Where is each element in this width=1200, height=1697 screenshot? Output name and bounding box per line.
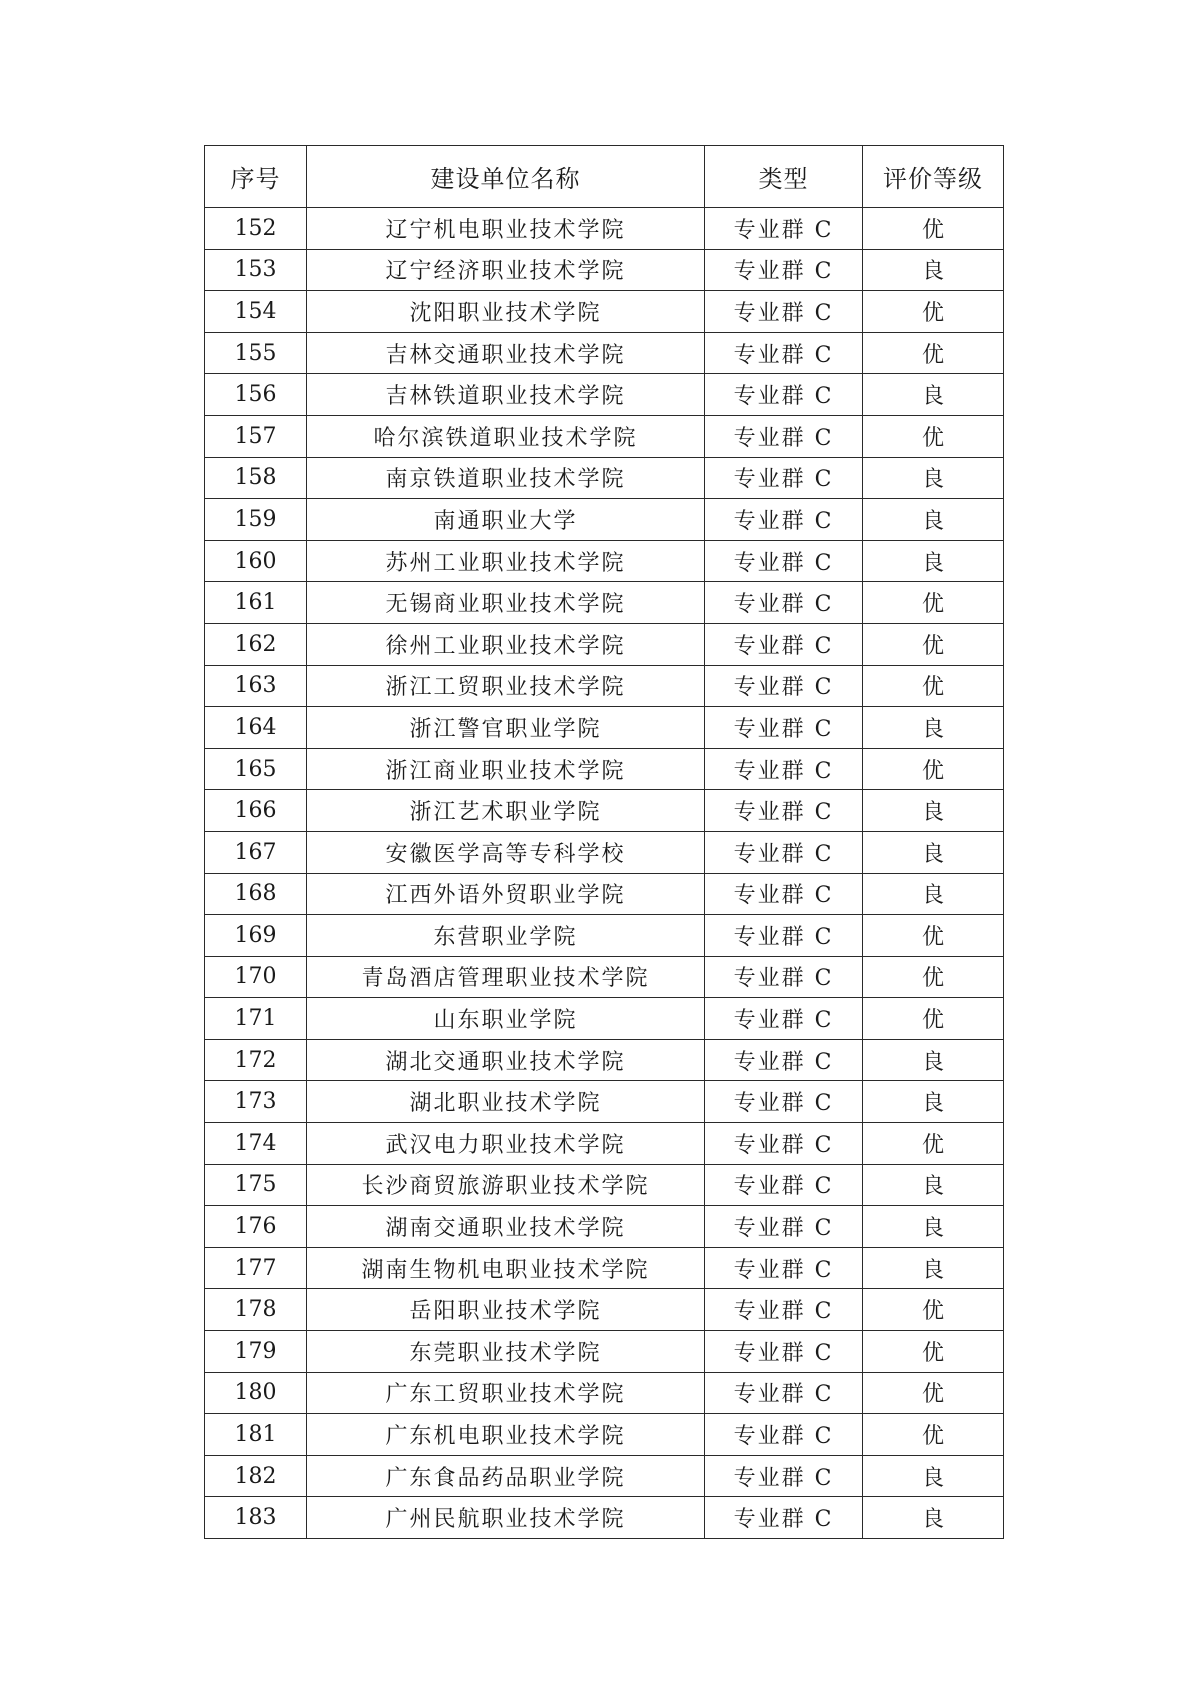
unit-name-cell: 湖南生物机电职业技术学院 [307,1247,705,1289]
serial-number-cell: 160 [205,540,307,582]
grade-cell: 优 [863,1372,1004,1414]
serial-number-cell: 152 [205,208,307,250]
type-cell: 专业群 C [705,1331,863,1373]
type-cell: 专业群 C [705,623,863,665]
header-evaluation-grade: 评价等级 [863,146,1004,208]
serial-number-cell: 164 [205,707,307,749]
table-row [205,1289,1004,1331]
type-cell: 专业群 C [705,873,863,915]
serial-number-cell: 171 [205,998,307,1040]
table-row [205,1164,1004,1206]
unit-name-cell: 江西外语外贸职业学院 [307,873,705,915]
grade-cell: 良 [863,1164,1004,1206]
table-row [205,707,1004,749]
type-cell: 专业群 C [705,1164,863,1206]
table-row [205,1123,1004,1165]
serial-number-cell: 178 [205,1289,307,1331]
unit-name-cell: 山东职业学院 [307,998,705,1040]
unit-name-cell: 安徽医学高等专科学校 [307,831,705,873]
grade-cell: 优 [863,1414,1004,1456]
serial-number-cell: 168 [205,873,307,915]
grade-cell: 良 [863,707,1004,749]
table-row [205,1331,1004,1373]
type-cell: 专业群 C [705,1039,863,1081]
grade-cell: 良 [863,374,1004,416]
serial-number-cell: 182 [205,1455,307,1497]
table-row [205,1414,1004,1456]
unit-name-cell: 浙江工贸职业技术学院 [307,665,705,707]
unit-name-cell: 吉林铁道职业技术学院 [307,374,705,416]
type-cell: 专业群 C [705,1414,863,1456]
table-row [205,665,1004,707]
table-row [205,623,1004,665]
unit-name-cell: 吉林交通职业技术学院 [307,332,705,374]
grade-cell: 优 [863,1331,1004,1373]
header-unit-name: 建设单位名称 [307,146,705,208]
grade-cell: 良 [863,1455,1004,1497]
type-cell: 专业群 C [705,540,863,582]
unit-name-cell: 苏州工业职业技术学院 [307,540,705,582]
header-serial-number: 序号 [205,146,307,208]
grade-cell: 优 [863,208,1004,250]
grade-cell: 良 [863,1206,1004,1248]
type-cell: 专业群 C [705,1081,863,1123]
table-row [205,915,1004,957]
unit-name-cell: 徐州工业职业技术学院 [307,623,705,665]
table-row [205,1039,1004,1081]
grade-cell: 优 [863,332,1004,374]
serial-number-cell: 165 [205,748,307,790]
table-row [205,873,1004,915]
type-cell: 专业群 C [705,332,863,374]
serial-number-cell: 159 [205,499,307,541]
unit-name-cell: 辽宁经济职业技术学院 [307,249,705,291]
serial-number-cell: 163 [205,665,307,707]
table-row [205,998,1004,1040]
type-cell: 专业群 C [705,915,863,957]
grade-cell: 优 [863,998,1004,1040]
table-row [205,1372,1004,1414]
unit-name-cell: 东营职业学院 [307,915,705,957]
unit-name-cell: 广东食品药品职业学院 [307,1455,705,1497]
grade-cell: 良 [863,249,1004,291]
unit-name-cell: 无锡商业职业技术学院 [307,582,705,624]
unit-name-cell: 浙江商业职业技术学院 [307,748,705,790]
grade-cell: 良 [863,831,1004,873]
serial-number-cell: 169 [205,915,307,957]
unit-name-cell: 沈阳职业技术学院 [307,291,705,333]
grade-cell: 优 [863,415,1004,457]
header-type: 类型 [705,146,863,208]
table-row [205,1247,1004,1289]
table-row [205,457,1004,499]
grade-cell: 优 [863,1289,1004,1331]
serial-number-cell: 161 [205,582,307,624]
grade-cell: 优 [863,665,1004,707]
type-cell: 专业群 C [705,1372,863,1414]
grade-cell: 良 [863,873,1004,915]
type-cell: 专业群 C [705,374,863,416]
serial-number-cell: 173 [205,1081,307,1123]
grade-cell: 优 [863,748,1004,790]
serial-number-cell: 177 [205,1247,307,1289]
unit-name-cell: 南通职业大学 [307,499,705,541]
table-row [205,1081,1004,1123]
grade-cell: 良 [863,457,1004,499]
grade-cell: 良 [863,540,1004,582]
unit-name-cell: 浙江艺术职业学院 [307,790,705,832]
unit-name-cell: 岳阳职业技术学院 [307,1289,705,1331]
type-cell: 专业群 C [705,1289,863,1331]
serial-number-cell: 156 [205,374,307,416]
type-cell: 专业群 C [705,457,863,499]
serial-number-cell: 183 [205,1497,307,1539]
type-cell: 专业群 C [705,956,863,998]
unit-name-cell: 辽宁机电职业技术学院 [307,208,705,250]
table-row [205,249,1004,291]
unit-name-cell: 广州民航职业技术学院 [307,1497,705,1539]
table-row [205,790,1004,832]
unit-name-cell: 南京铁道职业技术学院 [307,457,705,499]
unit-name-cell: 长沙商贸旅游职业技术学院 [307,1164,705,1206]
unit-name-cell: 浙江警官职业学院 [307,707,705,749]
type-cell: 专业群 C [705,790,863,832]
type-cell: 专业群 C [705,1455,863,1497]
serial-number-cell: 155 [205,332,307,374]
type-cell: 专业群 C [705,707,863,749]
grade-cell: 优 [863,915,1004,957]
grade-cell: 优 [863,1123,1004,1165]
table-row [205,540,1004,582]
serial-number-cell: 174 [205,1123,307,1165]
unit-name-cell: 广东机电职业技术学院 [307,1414,705,1456]
grade-cell: 良 [863,1497,1004,1539]
table-body [205,208,1004,1539]
type-cell: 专业群 C [705,1497,863,1539]
grade-cell: 良 [863,790,1004,832]
grade-cell: 良 [863,1039,1004,1081]
table-row [205,582,1004,624]
type-cell: 专业群 C [705,208,863,250]
type-cell: 专业群 C [705,582,863,624]
table-row [205,332,1004,374]
table-row [205,374,1004,416]
serial-number-cell: 175 [205,1164,307,1206]
type-cell: 专业群 C [705,1123,863,1165]
table-row [205,831,1004,873]
serial-number-cell: 166 [205,790,307,832]
table-row [205,1497,1004,1539]
unit-name-cell: 青岛酒店管理职业技术学院 [307,956,705,998]
grade-cell: 良 [863,499,1004,541]
unit-name-cell: 湖北交通职业技术学院 [307,1039,705,1081]
type-cell: 专业群 C [705,665,863,707]
serial-number-cell: 154 [205,291,307,333]
table-row [205,499,1004,541]
type-cell: 专业群 C [705,748,863,790]
serial-number-cell: 153 [205,249,307,291]
serial-number-cell: 176 [205,1206,307,1248]
type-cell: 专业群 C [705,499,863,541]
table-row [205,208,1004,250]
type-cell: 专业群 C [705,249,863,291]
unit-name-cell: 武汉电力职业技术学院 [307,1123,705,1165]
serial-number-cell: 167 [205,831,307,873]
table-row [205,291,1004,333]
grade-cell: 良 [863,1081,1004,1123]
table-row [205,415,1004,457]
type-cell: 专业群 C [705,291,863,333]
type-cell: 专业群 C [705,1247,863,1289]
table-row [205,1206,1004,1248]
type-cell: 专业群 C [705,998,863,1040]
unit-name-cell: 哈尔滨铁道职业技术学院 [307,415,705,457]
table-row [205,748,1004,790]
table-row [205,956,1004,998]
serial-number-cell: 172 [205,1039,307,1081]
serial-number-cell: 180 [205,1372,307,1414]
table-row [205,1455,1004,1497]
type-cell: 专业群 C [705,415,863,457]
serial-number-cell: 170 [205,956,307,998]
evaluation-table [204,145,1004,1539]
unit-name-cell: 湖南交通职业技术学院 [307,1206,705,1248]
unit-name-cell: 广东工贸职业技术学院 [307,1372,705,1414]
serial-number-cell: 162 [205,623,307,665]
grade-cell: 优 [863,582,1004,624]
serial-number-cell: 179 [205,1331,307,1373]
unit-name-cell: 东莞职业技术学院 [307,1331,705,1373]
serial-number-cell: 181 [205,1414,307,1456]
grade-cell: 优 [863,623,1004,665]
unit-name-cell: 湖北职业技术学院 [307,1081,705,1123]
grade-cell: 优 [863,956,1004,998]
serial-number-cell: 158 [205,457,307,499]
serial-number-cell: 157 [205,415,307,457]
table-header-row [205,146,1004,208]
type-cell: 专业群 C [705,831,863,873]
grade-cell: 良 [863,1247,1004,1289]
grade-cell: 优 [863,291,1004,333]
type-cell: 专业群 C [705,1206,863,1248]
